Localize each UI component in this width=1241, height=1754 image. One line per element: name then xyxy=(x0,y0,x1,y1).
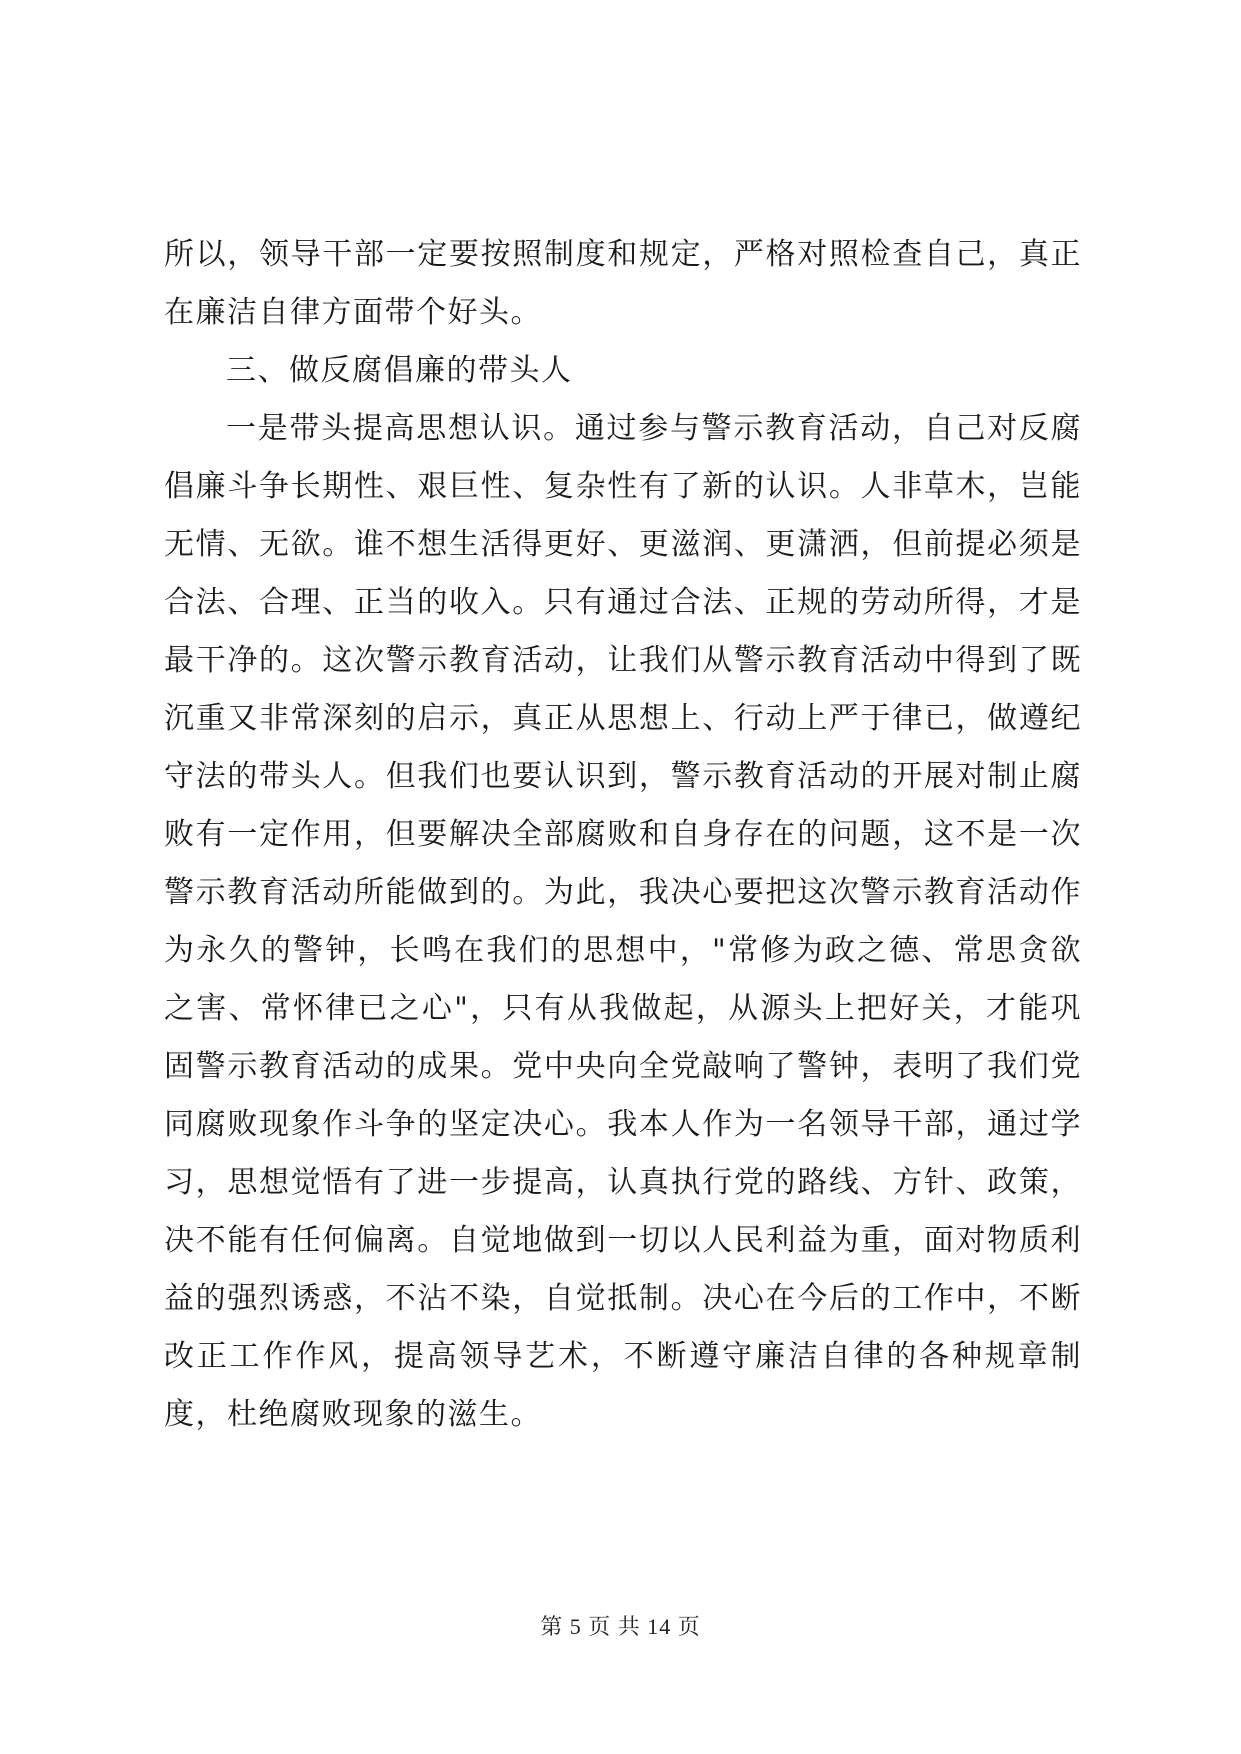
page-number-footer: 第 5 页 共 14 页 xyxy=(540,1614,701,1639)
document-body xyxy=(164,226,1082,1444)
paragraph-body: 一是带头提高思想认识。通过参与警示教育活动，自己对反腐倡廉斗争长期性、艰巨性、复杂性有了新的认识。人非草木，岂能无情、无欲。谁不想生活得更好、更滋润、更潇洒，但前提必须是合法、合理、正当的收入。只有通过合法、正规的劳动所得，才是最干净的。这次警示教育活动，让我们从警示教育活动中得到了既沉重又非常深刻的启示，真正从思想上、行动上严于律已，做遵纪守法的带头人。但我们也要认识到，警示教育活动的开展对制止腐败有一定作用，但要解决全部腐败和自身存在的问题，这不是一次警示教育活动所能做到的。为此，我决心要把这次警示教育活动作为永久的警钟，长鸣在我们的思想中，"常修为政之德、常思贪欲之害、常怀律已之心"，只有从我做起，从源头上把好关，才能巩固警示教育活动的成果。党中央向全党敲响了警钟，表明了我们党同腐败现象作斗争的坚定决心。我本人作为一名领导干部，通过学习，思想觉悟有了进一步提高，认真执行党的路线、方针、政策，决不能有任何偏离。自觉地做到一切以人民利益为重，面对物质利益的强烈诱惑，不沾不染，自觉抵制。决心在今后的工作中，不断改正工作作风，提高领导艺术，不断遵守廉洁自律的各种规章制度，杜绝腐败现象的滋生。 xyxy=(164,411,1082,1432)
paragraph-continued: 所以，领导干部一定要按照制度和规定，严格对照检查自己，真正在廉洁自律方面带个好头。 xyxy=(164,237,1082,330)
section-heading: 三、做反腐倡廉的带头人 xyxy=(226,353,573,388)
